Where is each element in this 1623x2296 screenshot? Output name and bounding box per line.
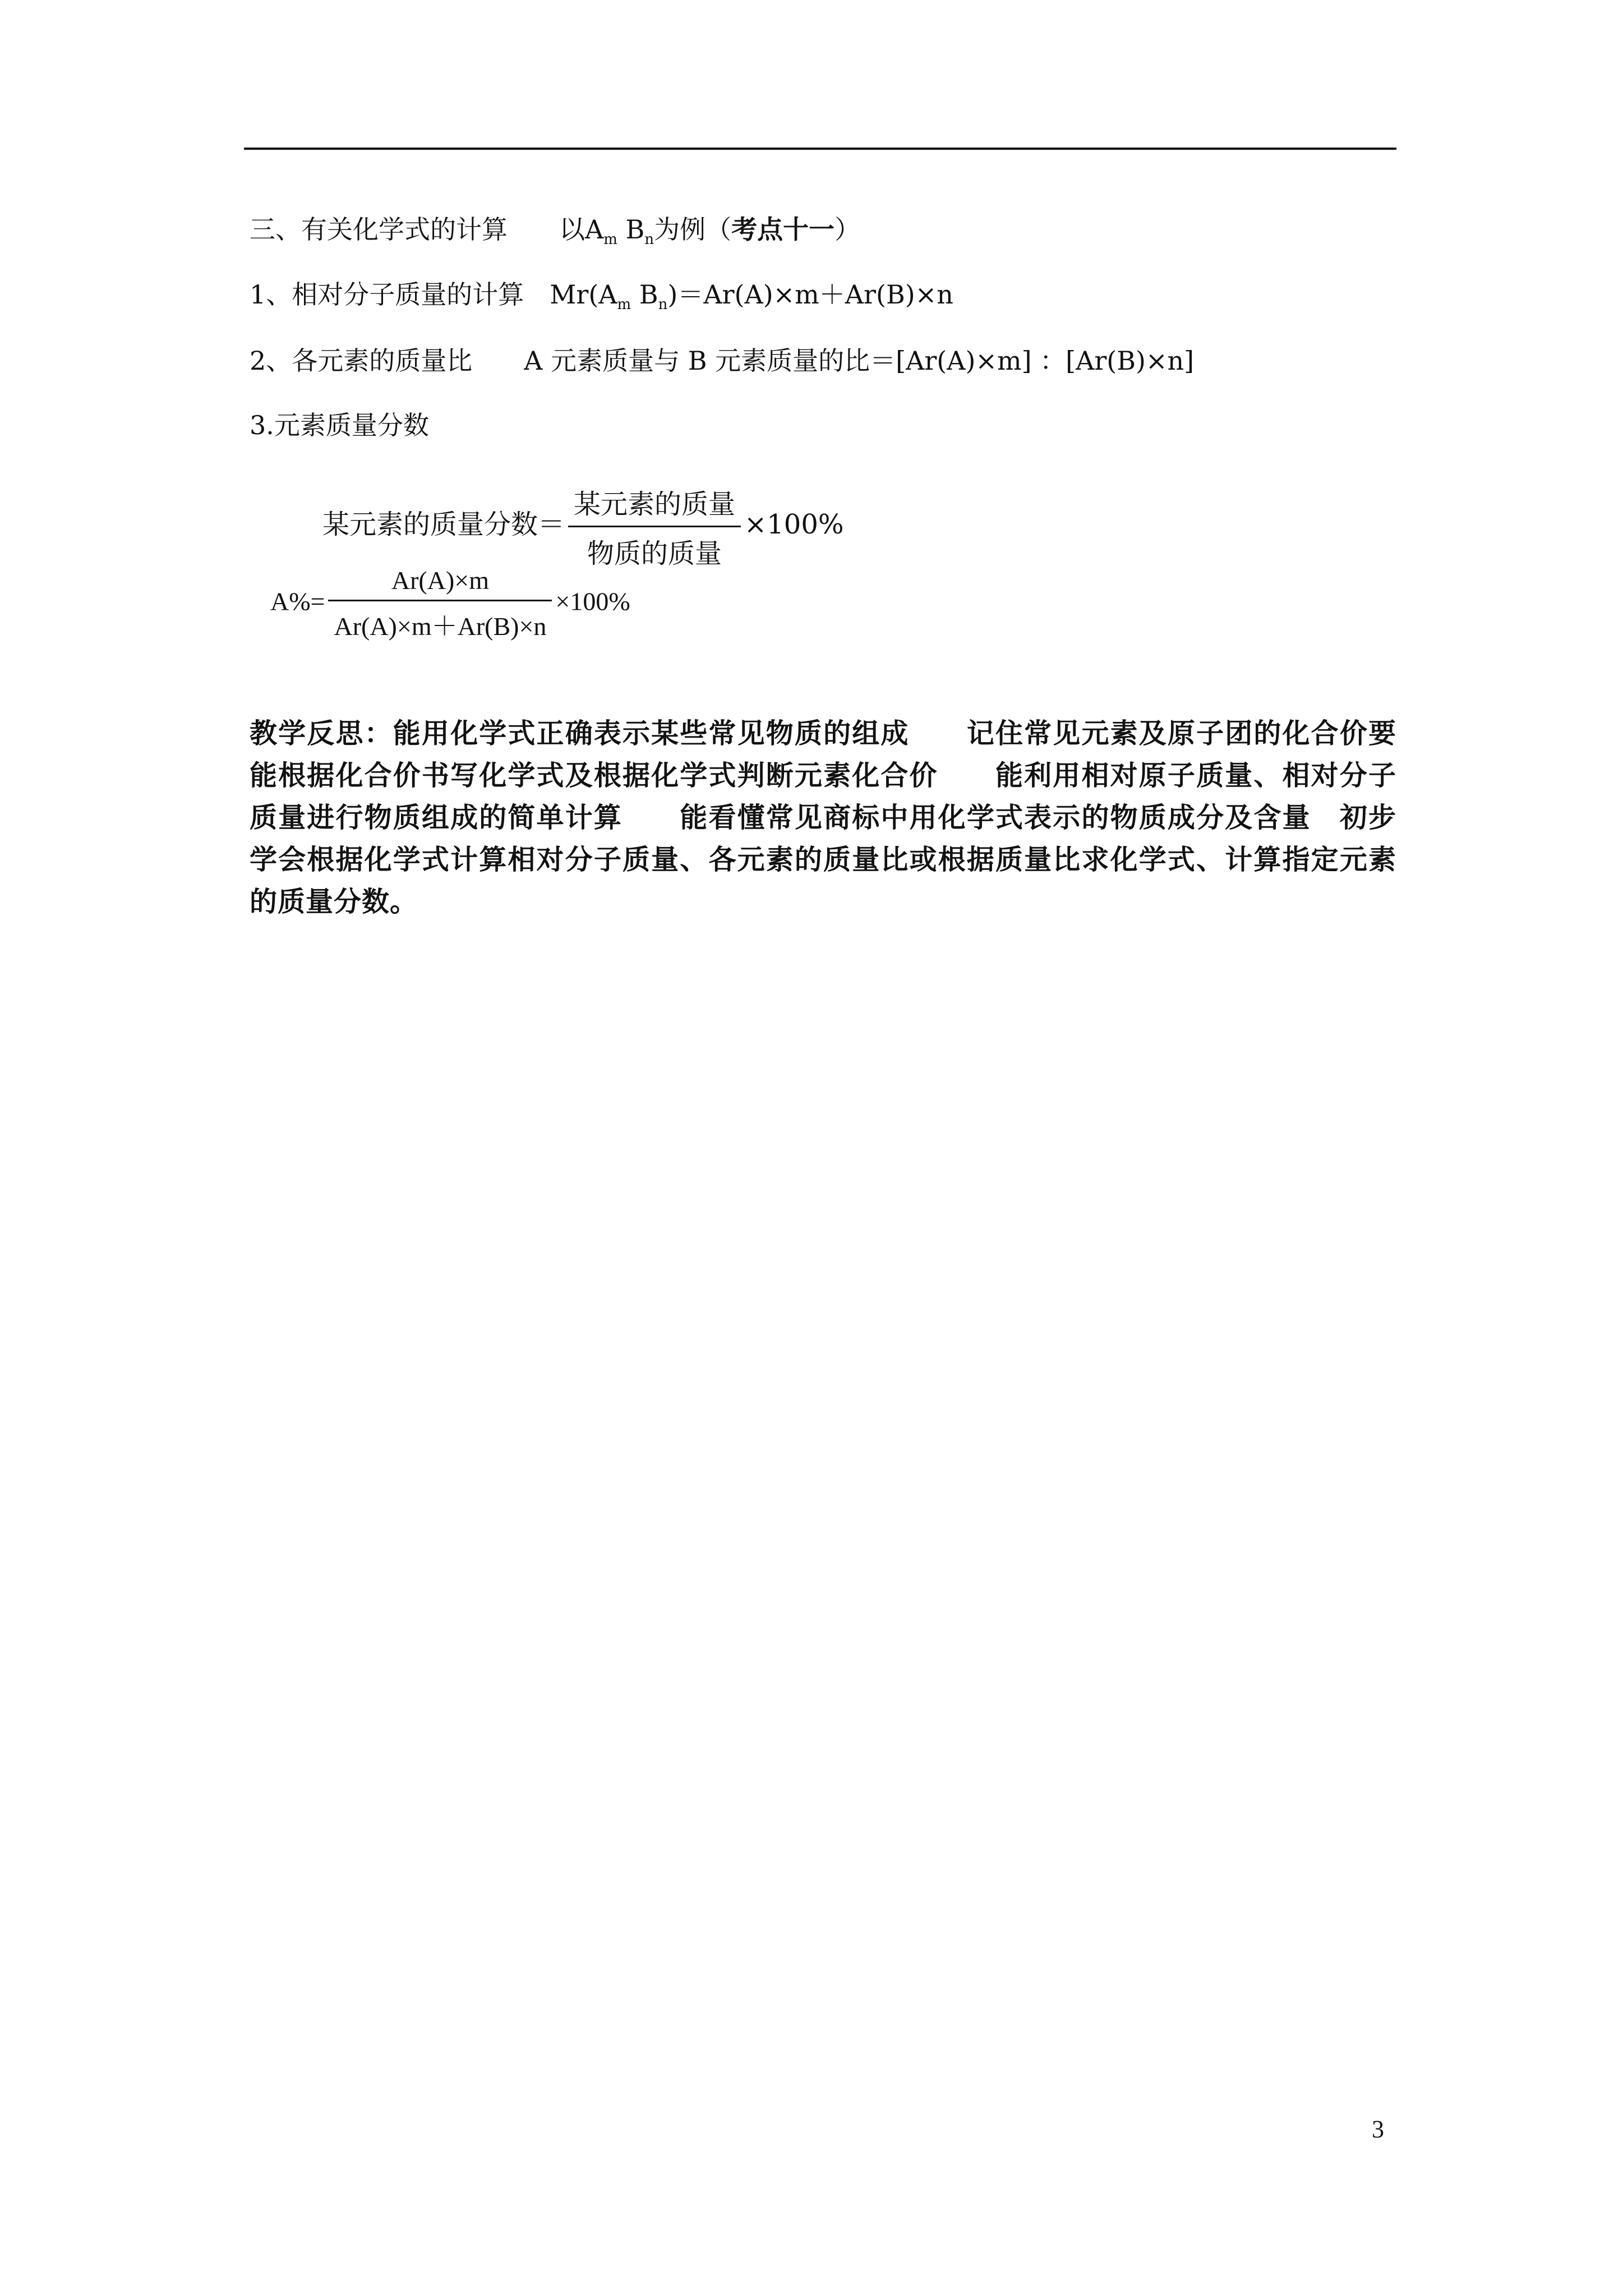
exam-point-label: 考点十一	[731, 214, 835, 245]
formula2-numerator: Ar(A)×m	[328, 565, 552, 601]
page-number: 3	[1372, 2115, 1384, 2143]
item1-mid: B	[631, 279, 658, 310]
subscript-m: m	[603, 231, 617, 248]
section-title-suffix: 为例（	[654, 214, 732, 245]
subscript-m: m	[617, 296, 631, 313]
formula1-suffix: ×100%	[744, 509, 844, 540]
formula2-suffix: ×100%	[555, 587, 630, 616]
formula1-denominator: 物质的质量	[587, 538, 722, 569]
subscript-n: n	[658, 296, 668, 313]
item1-suffix: )＝Ar(A)×m＋Ar(B)×n	[667, 279, 953, 310]
formula2-fraction	[328, 565, 552, 643]
item-mass-ratio: 2、各元素的质量比 A 元素质量与 B 元素质量的比＝[Ar(A)×m] ：[Ar(B)×n]	[250, 346, 1195, 376]
formula1-numerator: 某元素的质量	[568, 482, 741, 527]
mass-fraction-formula	[322, 482, 843, 570]
subscript-n: n	[644, 231, 654, 248]
a-percent-formula	[270, 565, 630, 643]
section-title	[250, 214, 861, 248]
item-mass-fraction: 3.元素质量分数	[250, 410, 429, 440]
section-title-mid: B	[617, 214, 645, 245]
section-title-prefix: 三、有关化学式的计算 以A	[250, 214, 604, 245]
formula2-lhs: A%=	[270, 587, 325, 616]
formula1-fraction	[568, 482, 741, 570]
header-rule	[244, 148, 1396, 150]
formula2-denominator: Ar(A)×m＋Ar(B)×n	[334, 612, 547, 641]
item1-prefix: 1、相对分子质量的计算 Mr(A	[250, 279, 617, 310]
formula1-lhs: 某元素的质量分数＝	[322, 509, 565, 540]
section-title-close: ）	[834, 214, 861, 245]
teaching-reflection: 教学反思：能用化学式正确表示某些常见物质的组成 记住常见元素及原子团的化合价要能根据化合价书写化学式及根据化学式判断元素化合价 能利用相对原子质量、相对分子质量进行物质组成的简单计算 能看懂常见商标中用化学式表示的物质成分及含量 初步学会根据化学式计算相对分子质量、各元素的质量比或根据质量比求化学式、计算指定元素的质量分数。	[250, 717, 1396, 918]
item-relative-molecular-mass	[250, 279, 953, 313]
